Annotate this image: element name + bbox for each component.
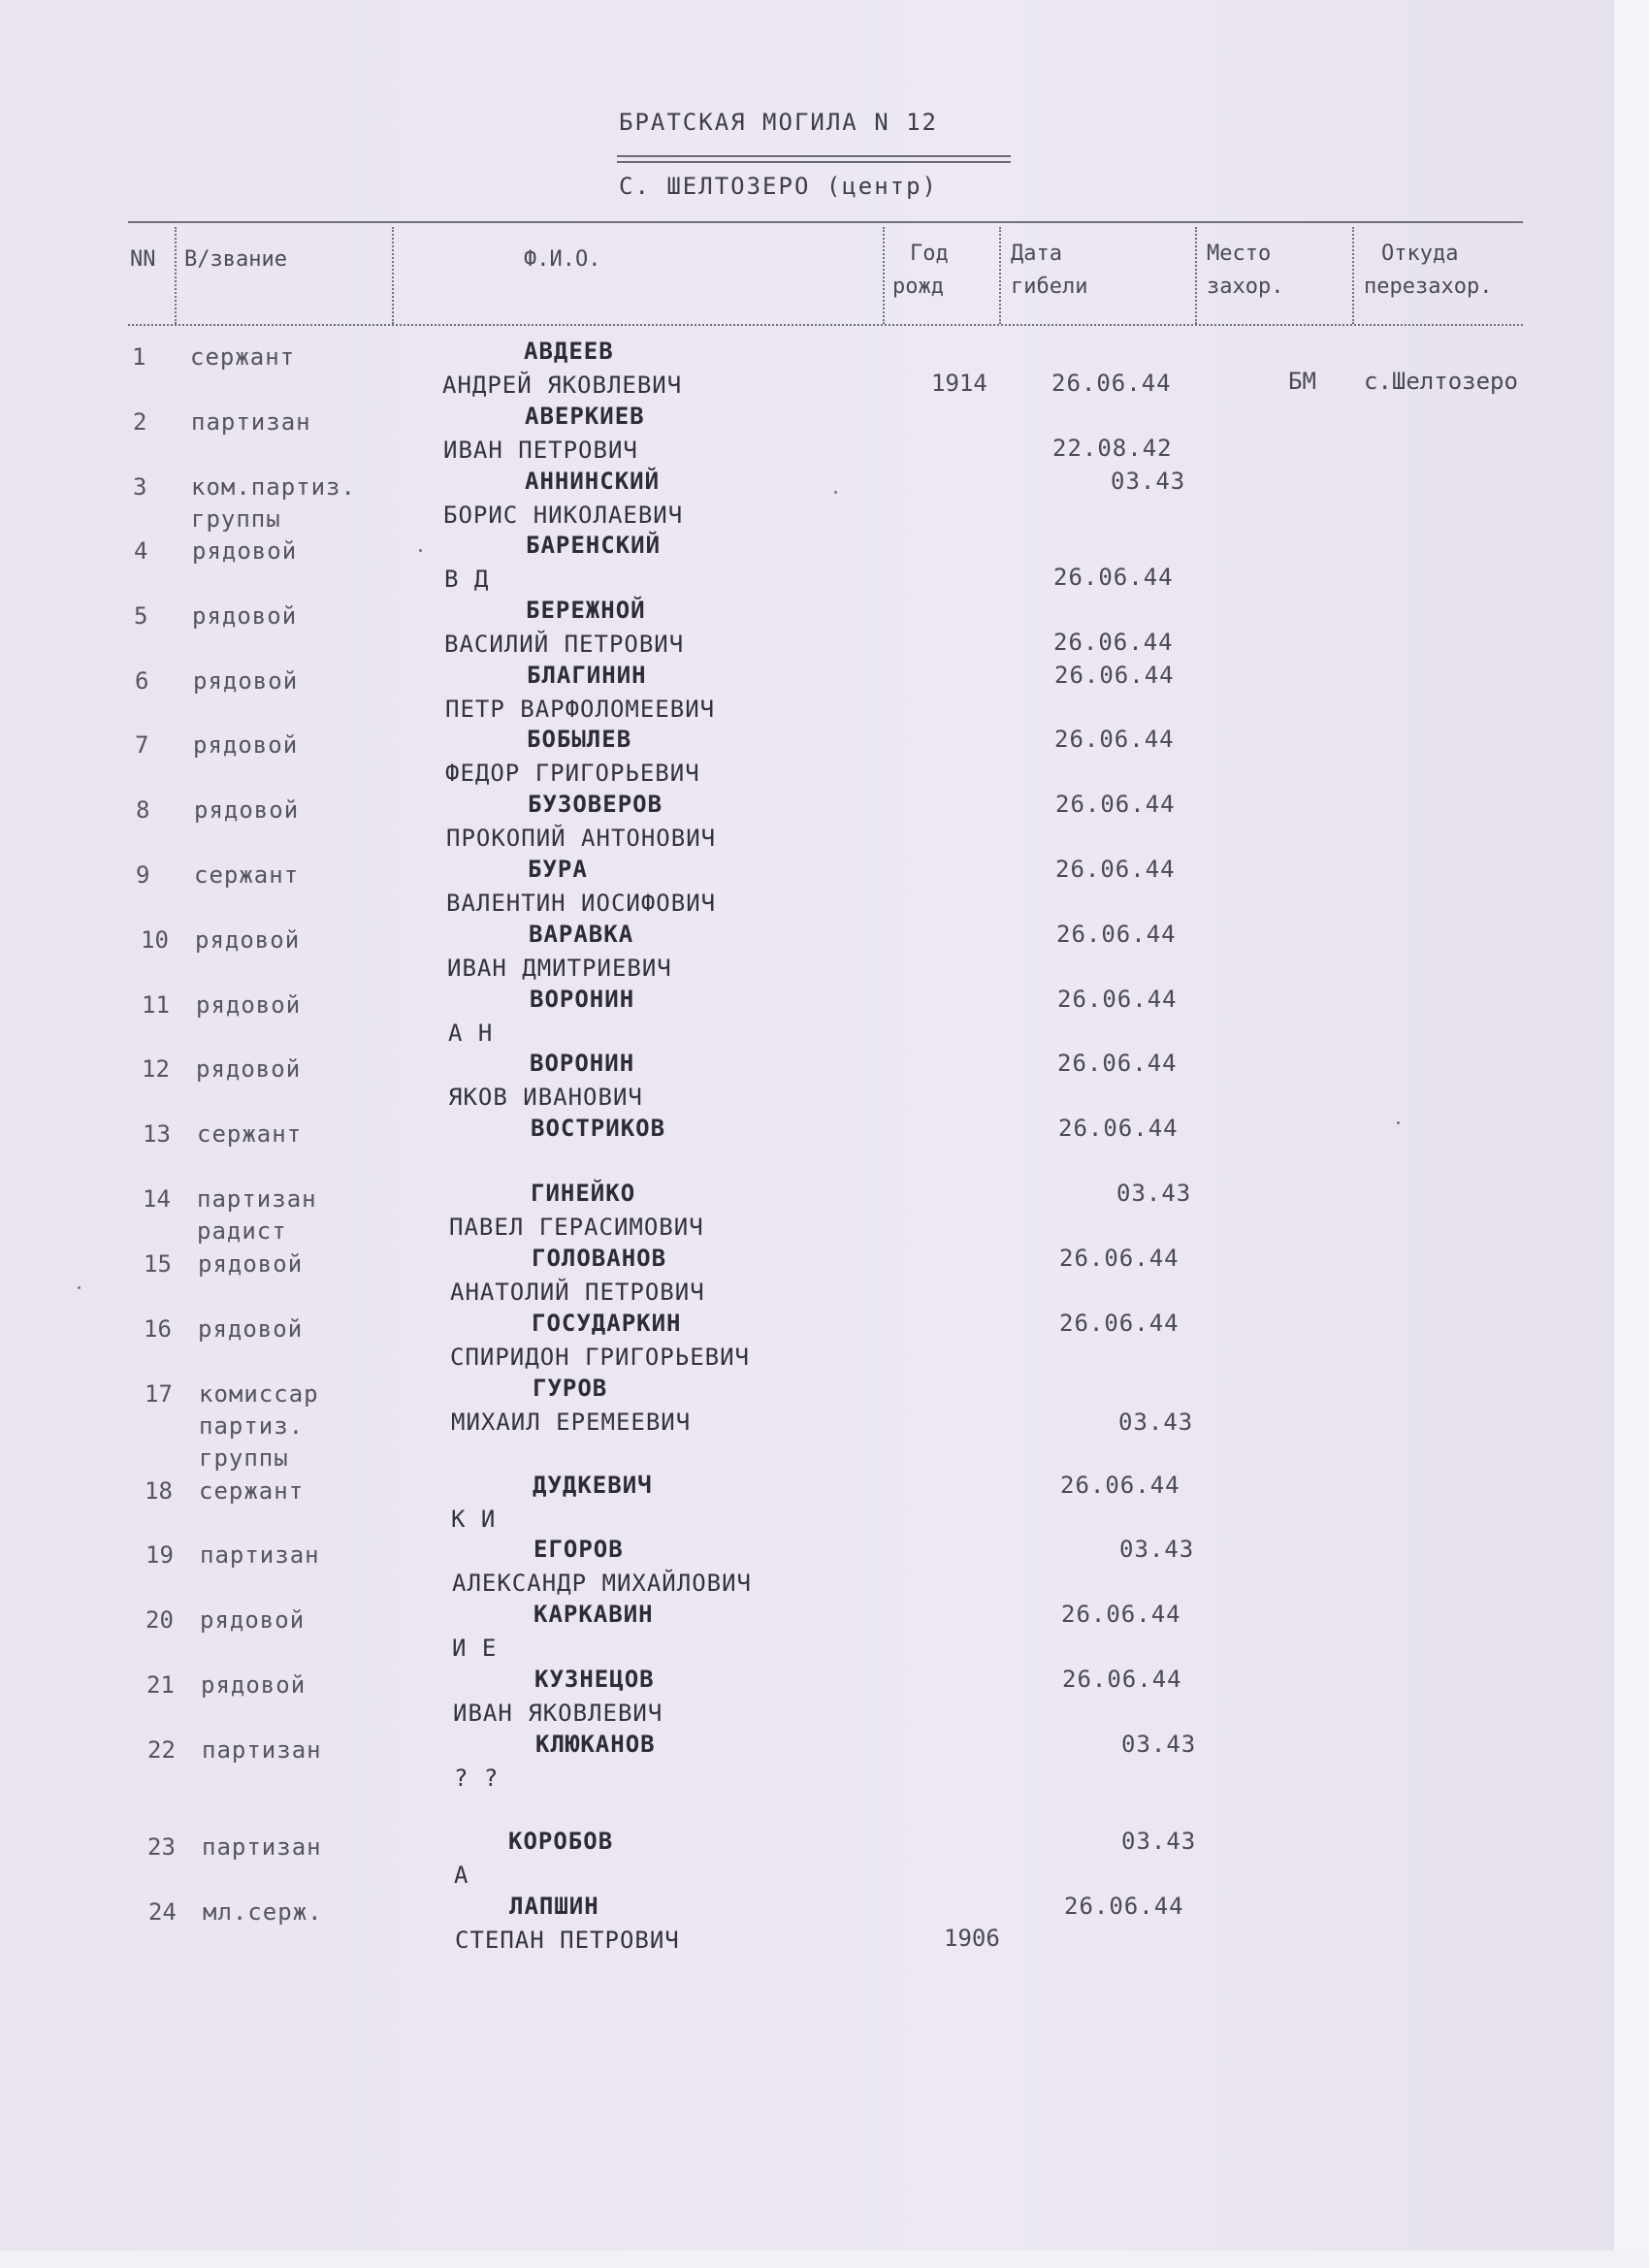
- row-rank: партизан: [202, 1833, 322, 1861]
- row-date-of-death: 26.06.44: [1054, 662, 1175, 689]
- row-surname: БУЗОВЕРОВ: [528, 791, 663, 818]
- row-rank: ком.партиз.: [191, 473, 356, 501]
- row-number: 16: [144, 1315, 172, 1343]
- row-date-of-death: 26.06.44: [1058, 1115, 1179, 1142]
- row-date-of-death: 26.06.44: [1059, 1245, 1180, 1272]
- row-rank: рядовой: [193, 731, 299, 759]
- row-surname: КОРОБОВ: [508, 1828, 614, 1855]
- row-number: 6: [135, 667, 149, 695]
- row-date-of-death: 26.06.44: [1062, 1666, 1182, 1693]
- row-rank: партизан: [200, 1541, 320, 1569]
- scan-speck: [419, 549, 422, 552]
- row-surname: ВОСТРИКОВ: [531, 1115, 666, 1142]
- header-year-line2: рожд: [892, 275, 944, 299]
- row-surname: ГУРОВ: [533, 1375, 608, 1402]
- table-top-rule: [128, 221, 1523, 223]
- scan-margin-bottom: [0, 2251, 1649, 2268]
- row-number: 3: [133, 473, 147, 501]
- header-num: NN: [130, 247, 156, 272]
- row-rank: рядовой: [198, 1315, 304, 1343]
- header-year-line1: Год: [910, 242, 949, 266]
- title-underline: [617, 155, 1011, 157]
- row-number: 5: [134, 602, 148, 630]
- row-number: 2: [133, 408, 147, 436]
- row-given-names: СПИРИДОН ГРИГОРЬЕВИЧ: [450, 1344, 750, 1371]
- row-given-names: АЛЕКСАНДР МИХАЙЛОВИЧ: [452, 1570, 752, 1597]
- row-number: 15: [144, 1250, 172, 1278]
- column-divider-name: [883, 227, 885, 324]
- row-date-of-death: 26.06.44: [1055, 856, 1176, 883]
- row-surname: КЛЮКАНОВ: [535, 1731, 656, 1758]
- row-rank: группы: [191, 505, 281, 533]
- row-rank: рядовой: [198, 1250, 304, 1278]
- row-rank: партизан: [191, 408, 311, 436]
- row-date-of-death: 26.06.44: [1061, 1601, 1181, 1628]
- row-rank: сержант: [199, 1477, 305, 1505]
- header-place-line1: Место: [1207, 242, 1272, 266]
- row-date-of-death: 03.43: [1118, 1409, 1194, 1436]
- scan-margin-right: [1614, 0, 1649, 2268]
- row-given-names: ИВАН ДМИТРИЕВИЧ: [447, 955, 672, 982]
- row-rank: группы: [199, 1444, 289, 1472]
- row-given-names: ПРОКОПИЙ АНТОНОВИЧ: [446, 825, 717, 852]
- row-number: 8: [136, 796, 150, 824]
- row-surname: БЕРЕЖНОЙ: [526, 597, 646, 624]
- row-surname: ЕГОРОВ: [534, 1536, 624, 1563]
- row-reburied-from: с.Шелтозеро: [1364, 368, 1518, 395]
- row-surname: ВОРОНИН: [530, 1050, 635, 1077]
- row-number: 21: [146, 1671, 175, 1699]
- row-given-names: ВАЛЕНТИН ИОСИФОВИЧ: [446, 890, 717, 917]
- row-date-of-death: 03.43: [1121, 1731, 1197, 1758]
- row-given-names: ПЕТР ВАРФОЛОМЕЕВИЧ: [445, 696, 716, 723]
- row-number: 17: [145, 1380, 173, 1408]
- row-number: 13: [143, 1120, 171, 1148]
- row-surname: АННИНСКИЙ: [525, 468, 661, 495]
- row-date-of-death: 03.43: [1111, 468, 1186, 495]
- column-divider-year: [999, 227, 1001, 324]
- row-rank: рядовой: [201, 1671, 307, 1699]
- row-given-names: В Д: [444, 566, 490, 593]
- row-date-of-death: 03.43: [1116, 1180, 1192, 1207]
- document-title: БРАТСКАЯ МОГИЛА N 12: [619, 109, 938, 136]
- row-rank: рядовой: [200, 1606, 306, 1634]
- row-rank: сержант: [190, 343, 296, 371]
- row-birth-year: 1906: [944, 1925, 1000, 1952]
- row-number: 10: [141, 926, 169, 954]
- row-date-of-death: 22.08.42: [1052, 435, 1173, 462]
- row-given-names: ЯКОВ ИВАНОВИЧ: [448, 1084, 643, 1111]
- row-date-of-death: 26.06.44: [1057, 986, 1178, 1013]
- row-number: 22: [147, 1736, 176, 1764]
- header-rank: В/звание: [184, 247, 287, 272]
- row-given-names: И Е: [452, 1635, 498, 1662]
- column-divider-date: [1195, 227, 1197, 324]
- row-date-of-death: 26.06.44: [1054, 726, 1175, 753]
- row-rank: радист: [197, 1217, 287, 1245]
- row-surname: АВДЕЕВ: [524, 338, 614, 365]
- table-header-bottom-rule: [128, 324, 1523, 326]
- row-rank: мл.серж.: [203, 1898, 323, 1926]
- document-subtitle: С. ШЕЛТОЗЕРО (центр): [619, 173, 938, 200]
- row-given-names: ИВАН ЯКОВЛЕВИЧ: [453, 1700, 663, 1727]
- row-surname: ГИНЕЙКО: [531, 1180, 636, 1207]
- row-date-of-death: 26.06.44: [1060, 1472, 1180, 1499]
- row-number: 7: [135, 731, 149, 759]
- row-date-of-death: 26.06.44: [1059, 1310, 1180, 1337]
- row-birth-year: 1914: [931, 370, 987, 397]
- row-number: 24: [148, 1898, 177, 1926]
- column-divider-num: [175, 227, 177, 324]
- row-surname: ЛАПШИН: [509, 1893, 599, 1920]
- column-divider-rank: [392, 227, 394, 324]
- row-given-names: АНДРЕЙ ЯКОВЛЕВИЧ: [442, 372, 683, 399]
- header-date-line1: Дата: [1011, 242, 1062, 266]
- row-given-names: ПАВЕЛ ГЕРАСИМОВИЧ: [449, 1214, 704, 1241]
- row-number: 9: [136, 861, 150, 889]
- row-number: 11: [142, 991, 170, 1019]
- row-rank: сержант: [194, 861, 300, 889]
- header-name: Ф.И.О.: [524, 247, 601, 272]
- row-given-names: МИХАИЛ ЕРЕМЕЕВИЧ: [451, 1409, 692, 1436]
- row-rank: партизан: [202, 1736, 322, 1764]
- row-surname: БЛАГИНИН: [527, 662, 647, 689]
- row-number: 18: [145, 1477, 173, 1505]
- row-given-names: АНАТОЛИЙ ПЕТРОВИЧ: [450, 1279, 705, 1306]
- scan-speck: [834, 491, 837, 494]
- row-surname: КАРКАВИН: [534, 1601, 654, 1628]
- row-given-names: К И: [451, 1506, 497, 1533]
- row-date-of-death: 26.06.44: [1057, 1050, 1178, 1077]
- row-number: 12: [142, 1055, 170, 1083]
- row-number: 23: [147, 1833, 176, 1861]
- row-rank: сержант: [197, 1120, 303, 1148]
- row-surname: АВЕРКИЕВ: [525, 403, 645, 430]
- row-number: 14: [143, 1185, 171, 1213]
- row-rank: партизан: [197, 1185, 317, 1213]
- title-underline-second: [617, 161, 1011, 163]
- column-divider-place: [1352, 227, 1354, 324]
- row-given-names: ИВАН ПЕТРОВИЧ: [443, 437, 638, 464]
- row-number: 1: [132, 343, 146, 371]
- row-rank: рядовой: [196, 991, 302, 1019]
- header-date-line2: гибели: [1011, 275, 1088, 299]
- row-date-of-death: 03.43: [1119, 1536, 1195, 1563]
- row-date-of-death: 26.06.44: [1064, 1893, 1184, 1920]
- row-rank: рядовой: [196, 1055, 302, 1083]
- row-given-names: БОРИС НИКОЛАЕВИЧ: [443, 502, 684, 529]
- row-date-of-death: 03.43: [1121, 1828, 1197, 1855]
- row-rank: рядовой: [194, 796, 300, 824]
- row-number: 4: [134, 537, 148, 565]
- row-rank: комиссар: [199, 1380, 319, 1408]
- row-surname: БУРА: [528, 856, 588, 883]
- row-date-of-death: 26.06.44: [1051, 370, 1172, 397]
- scan-speck: [78, 1286, 81, 1289]
- row-given-names: А Н: [448, 1020, 494, 1047]
- row-surname: ГОСУДАРКИН: [532, 1310, 682, 1337]
- row-surname: ДУДКЕВИЧ: [533, 1472, 653, 1499]
- row-surname: ВАРАВКА: [529, 921, 634, 948]
- row-surname: ВОРОНИН: [530, 986, 635, 1013]
- row-rank: партиз.: [199, 1412, 305, 1440]
- row-number: 20: [146, 1606, 174, 1634]
- header-place-line2: захор.: [1207, 275, 1284, 299]
- row-given-names: ФЕДОР ГРИГОРЬЕВИЧ: [445, 760, 700, 787]
- row-surname: КУЗНЕЦОВ: [534, 1666, 655, 1693]
- row-surname: ГОЛОВАНОВ: [532, 1245, 667, 1272]
- row-burial-place: БМ: [1288, 368, 1316, 395]
- scan-speck: [1397, 1121, 1400, 1124]
- row-given-names: СТЕПАН ПЕТРОВИЧ: [455, 1927, 680, 1954]
- row-number: 19: [146, 1541, 174, 1569]
- row-rank: рядовой: [193, 667, 299, 695]
- header-from-line1: Откуда: [1381, 242, 1459, 266]
- row-given-names: ? ?: [454, 1765, 500, 1792]
- row-date-of-death: 26.06.44: [1053, 564, 1174, 591]
- row-rank: рядовой: [192, 537, 298, 565]
- row-rank: рядовой: [195, 926, 301, 954]
- row-given-names: А: [454, 1862, 469, 1889]
- row-date-of-death: 26.06.44: [1056, 921, 1177, 948]
- header-from-line2: перезахор.: [1364, 275, 1493, 299]
- row-given-names: ВАСИЛИЙ ПЕТРОВИЧ: [444, 631, 685, 658]
- row-surname: БОБЫЛЕВ: [527, 726, 632, 753]
- row-date-of-death: 26.06.44: [1055, 791, 1176, 818]
- row-surname: БАРЕНСКИЙ: [526, 532, 662, 559]
- row-rank: рядовой: [192, 602, 298, 630]
- row-date-of-death: 26.06.44: [1053, 629, 1174, 656]
